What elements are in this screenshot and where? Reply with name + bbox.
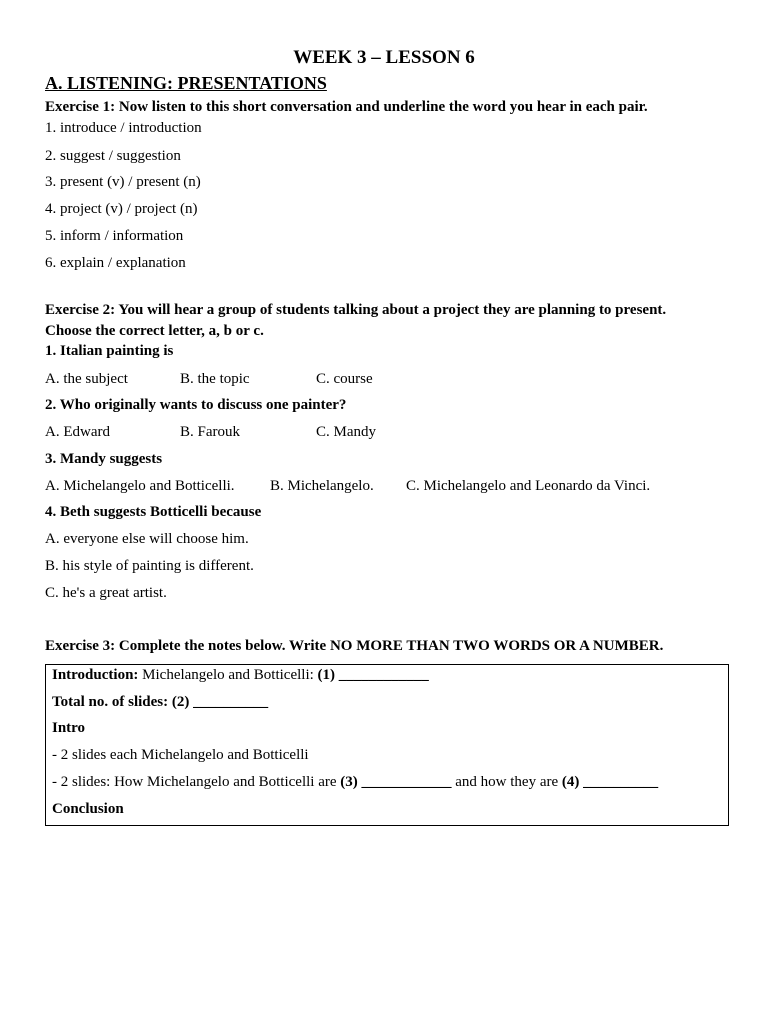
- ex1-item: 4. project (v) / project (n): [45, 201, 198, 217]
- ex2-question: 4. Beth suggests Botticelli because: [45, 504, 262, 520]
- ex1-item: 6. explain / explanation: [45, 255, 186, 271]
- exercise-1-label: Exercise 1:: [45, 99, 116, 115]
- ex2-question: 3. Mandy suggests: [45, 451, 163, 467]
- exercise-3-text: Complete the notes below. Write NO MORE THAN TWO WORDS OR A NUMBER.: [115, 638, 664, 654]
- ex1-item: 2. suggest / suggestion: [45, 148, 181, 164]
- blank-3: (3) ____________: [340, 774, 452, 790]
- exercise-2-instruction-2: Choose the correct letter, a, b or c.: [45, 323, 264, 339]
- notes-text-mid: and how they are: [451, 774, 562, 790]
- exercise-2-instruction: [45, 301, 666, 319]
- blank-4: (4) __________: [561, 774, 659, 790]
- notes-total-slides: Total no. of slides: (2) __________: [52, 694, 269, 710]
- ex2-question: 2. Who originally wants to discuss one painter?: [45, 397, 347, 413]
- option-c: C. course: [316, 371, 373, 387]
- ex1-item: 5. inform / information: [45, 228, 184, 244]
- option-a: A. everyone else will choose him.: [45, 531, 249, 547]
- notes-box: [45, 664, 729, 826]
- section-heading: A. LISTENING: PRESENTATIONS: [45, 73, 327, 93]
- ex2-options: [45, 423, 645, 441]
- option-a: A. Edward: [45, 424, 110, 440]
- option-a: A. Michelangelo and Botticelli.: [45, 478, 235, 494]
- exercise-3-instruction: [45, 637, 663, 655]
- ex1-item: 3. present (v) / present (n): [45, 174, 201, 190]
- exercise-2-text: You will hear a group of students talking about a project they are planning to present.: [115, 302, 667, 318]
- notes-line: - 2 slides each Michelangelo and Botticelli: [52, 747, 309, 763]
- option-c: C. he's a great artist.: [45, 585, 167, 601]
- notes-conclusion-heading: Conclusion: [52, 801, 124, 817]
- exercise-1-text: Now listen to this short conversation and underline the word you hear in each pair.: [115, 99, 648, 115]
- option-b: B. the topic: [180, 371, 250, 387]
- page-title: WEEK 3 – LESSON 6: [293, 47, 475, 68]
- notes-introduction: [52, 666, 429, 684]
- exercise-1-instruction: [45, 98, 648, 116]
- option-b: B. Farouk: [180, 424, 240, 440]
- notes-line-blanks: [52, 773, 658, 791]
- ex2-question: 1. Italian painting is: [45, 343, 174, 359]
- notes-intro-heading: Intro: [52, 720, 86, 736]
- notes-intro-text: Michelangelo and Botticelli:: [138, 667, 318, 683]
- exercise-3-label: Exercise 3:: [45, 638, 116, 654]
- option-b: B. Michelangelo.: [270, 478, 374, 494]
- notes-text: - 2 slides: How Michelangelo and Botticelli are: [52, 774, 341, 790]
- option-c: C. Michelangelo and Leonardo da Vinci.: [406, 478, 651, 494]
- notes-intro-label: Introduction:: [52, 667, 139, 683]
- ex2-options: [45, 477, 705, 495]
- exercise-2-label: Exercise 2:: [45, 302, 116, 318]
- option-b: B. his style of painting is different.: [45, 558, 254, 574]
- option-c: C. Mandy: [316, 424, 376, 440]
- ex2-options: [45, 370, 645, 388]
- ex1-item: 1. introduce / introduction: [45, 120, 202, 136]
- option-a: A. the subject: [45, 371, 128, 387]
- blank-1: (1) ____________: [317, 667, 429, 683]
